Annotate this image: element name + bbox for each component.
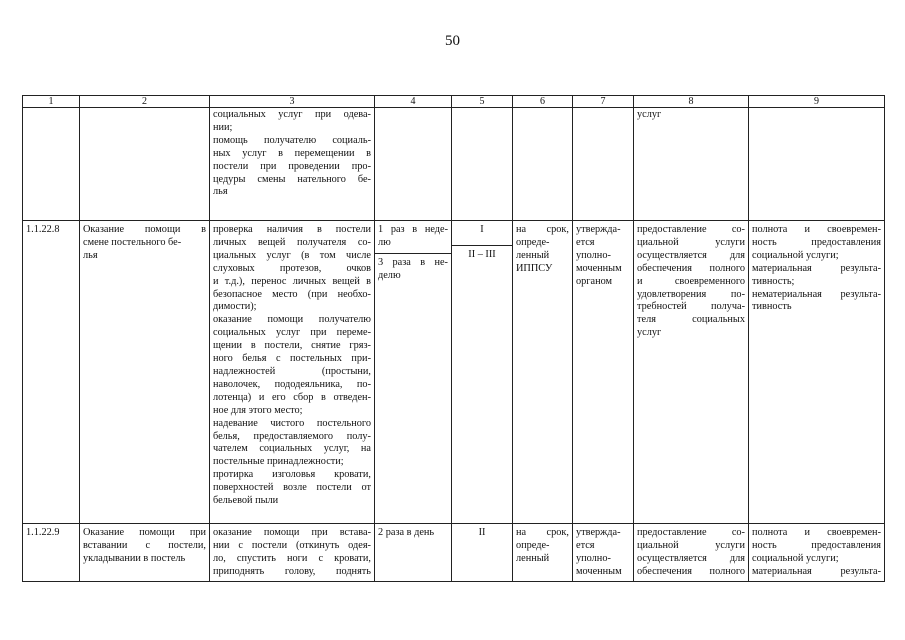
service-description-cell: социальных услуг при одева- нии; помощь получателю социаль- ных услуг в перемещении в постели при проведении про- цедуры смены нательного бе- лья xyxy=(210,108,375,221)
service-code: 1.1.22.9 xyxy=(23,524,80,582)
approval-cell: утвержда- ется уполно- моченным органом xyxy=(573,221,634,524)
column-number: 4 xyxy=(375,96,452,108)
page-number: 50 xyxy=(445,33,460,49)
indicators-cell: полнота и своевремен- ность предоставления социальной услуги; материальная результа- xyxy=(749,524,885,582)
table-row-1-1-22-9 xyxy=(23,524,885,582)
column-number: 1 xyxy=(23,96,80,108)
frequency-cell xyxy=(375,221,452,524)
frequency-cell: 2 раза в день xyxy=(375,524,452,582)
table-row-continuation xyxy=(23,108,885,221)
column-number: 7 xyxy=(573,96,634,108)
service-name: Оказание помощи при вставании с постели, укладывании в постель xyxy=(80,524,210,582)
conditions-cell: услуг xyxy=(634,108,749,221)
level-value: II – III xyxy=(468,248,496,260)
services-table xyxy=(22,95,885,582)
conditions-cell: предоставление со- циальной услуги осуществляется для обеспечения полного и своевременного удовлетворения по- требностей получа- теля социальных услуг xyxy=(634,221,749,524)
level-cell: II xyxy=(452,524,513,582)
level-value: I xyxy=(452,223,512,246)
approval-cell: утвержда- ется уполно- моченным xyxy=(573,524,634,582)
service-code: 1.1.22.8 xyxy=(23,221,80,524)
service-description-cell: оказание помощи при встава- нии с постели (откинуть одея- ло, спустить ноги с кровати, приподнять голову, поднять xyxy=(210,524,375,582)
service-name: Оказание помощи в смене постельного бе- лья xyxy=(80,221,210,524)
term-cell: на срок, опреде- ленный xyxy=(513,524,573,582)
column-number: 3 xyxy=(210,96,375,108)
service-description-cell: проверка наличия в постели личных вещей получателя со- циальных услуг (в том числе слуховых протезов, очков и т.д.), перенос личных вещей в безопасное место (при необхо- димости); оказание помощи получателю социальных услуг при переме- щении в постели, снятие гряз- ного белья с постельных при- надлежностей (простыни, наволочек, пододеяльника, по- лотенца) и его сбор в отведен- ное для этого место; надевание чистого постельного белья, предоставляемого полу- чателем социальных услуг, на постельные принадлежности; протирка изголовья кровати, поверхностей возле постели от бельевой пыли xyxy=(210,221,375,524)
frequency-option: 3 раза в не- делю xyxy=(378,256,448,281)
column-number: 8 xyxy=(634,96,749,108)
conditions-cell: предоставление со- циальной услуги осуществляется для обеспечения полного xyxy=(634,524,749,582)
term-cell: на срок, опреде- ленный ИППСУ xyxy=(513,221,573,524)
column-numbers-row xyxy=(23,96,885,108)
column-number: 6 xyxy=(513,96,573,108)
column-number: 2 xyxy=(80,96,210,108)
frequency-option: 1 раз в неде- лю xyxy=(375,223,451,254)
indicators-cell: полнота и своевремен- ность предоставления социальной услуги; материальная результа- тивность; нематериальная результа- тивность xyxy=(749,221,885,524)
column-number: 5 xyxy=(452,96,513,108)
column-number: 9 xyxy=(749,96,885,108)
level-cell xyxy=(452,221,513,524)
table-row-1-1-22-8 xyxy=(23,221,885,524)
